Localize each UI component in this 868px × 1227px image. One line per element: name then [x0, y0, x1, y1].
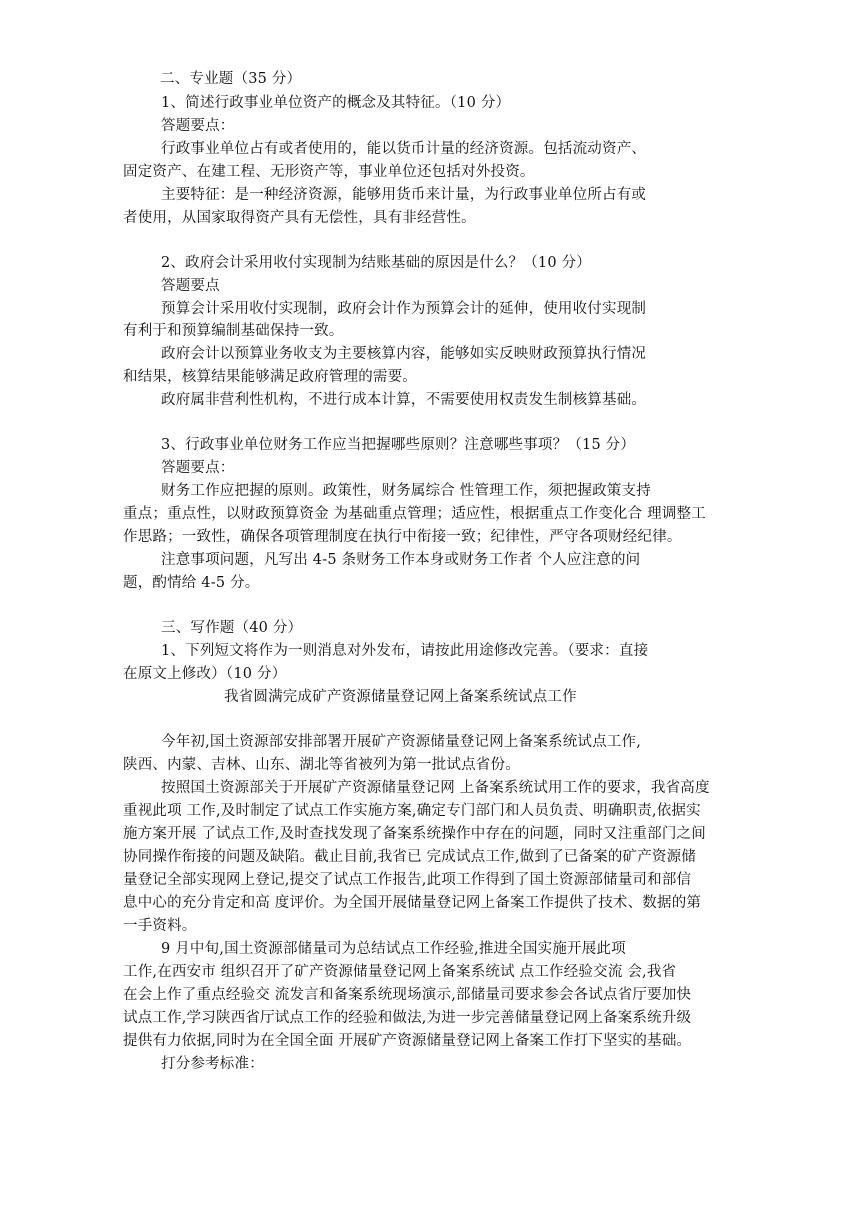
q2-para2-line1: 政府会计以预算业务收支为主要核算内容，能够如实反映财政预算执行情况	[161, 346, 647, 362]
q3-para1-line3: 作思路；一致性，确保各项管理制度在执行中衔接一致；纪律性，严守各项财经纪律。	[123, 529, 682, 545]
section3-title: 三、写作题（40 分）	[161, 620, 303, 636]
article-p2-line1: 按照国土资源部关于开展矿产资源储量登记网 上备案系统试用工作的要求，我省高度	[161, 780, 710, 796]
article-p2-line7: 一手资料。	[123, 918, 197, 934]
article-p1-line1: 今年初,国土资源部安排部署开展矿产资源储量登记网上备案系统试点工作,	[161, 734, 642, 750]
q2-question: 2、政府会计采用收付实现制为结账基础的原因是什么？（10 分）	[161, 255, 591, 271]
q2-para1-line2: 有利于和预算编制基础保持一致。	[123, 323, 344, 339]
q3-points-label: 答题要点：	[161, 460, 235, 476]
q1-para1-line2: 固定资产、在建工程、无形资产等，事业单位还包括对外投资。	[123, 164, 535, 180]
article-title: 我省圆满完成矿产资源储量登记网上备案系统试点工作	[224, 689, 577, 705]
q3-para2-line2: 题，酌情给 4-5 分。	[123, 575, 260, 591]
article-p2-line4: 协同操作衔接的问题及缺陷。截止目前,我省已 完成试点工作,做到了已备案的矿产资源储	[123, 849, 697, 865]
section2-title: 二、专业题（35 分）	[160, 71, 302, 87]
q3-para1-line2: 重点；重点性，以财政预算资金 为基础重点管理；适应性，根据重点工作变化合 理调整工	[123, 506, 706, 522]
article-p3-line1: 9 月中旬,国土资源部储量司为总结试点工作经验,推进全国实施开展此项	[161, 941, 626, 957]
q3-question: 3、行政事业单位财务工作应当把握哪些原则？注意哪些事项？（15 分）	[161, 437, 636, 453]
q1-question: 1、简述行政事业单位资产的概念及其特征。（10 分）	[161, 95, 511, 111]
article-p2-line3: 施方案开展 了试点工作,及时查找发现了备案系统操作中存在的问题，同时又注重部门之间	[123, 826, 706, 842]
q2-para2-line2: 和结果，核算结果能够满足政府管理的需要。	[123, 369, 417, 385]
article-p3-line2: 工作,在西安市 组织召开了矿产资源储量登记网上备案系统试 点工作经验交流 会,我省	[123, 964, 677, 980]
article-p2-line5: 量登记全部实现网上登记,提交了试点工作报告,此项工作得到了国土资源部储量司和部信	[123, 872, 692, 888]
q1-para1-line1: 行政事业单位占有或者使用的，能以货币计量的经济资源。包括流动资产、	[161, 141, 647, 157]
q2-para3-line1: 政府属非营利性机构，不进行成本计算，不需要使用权责发生制核算基础。	[161, 392, 647, 408]
s3q1-question-line1: 1、下列短文将作为一则消息对外发布，请按此用途修改完善。（要求：直接	[161, 643, 649, 659]
q1-para2-line1: 主要特征：是一种经济资源，能够用货币来计量，为行政事业单位所占有或	[161, 187, 647, 203]
scoring-label: 打分参考标准：	[161, 1056, 264, 1072]
article-p3-line3: 在会上作了重点经验交 流发言和备案系统现场演示,部储量司要求参会各试点省厅要加快	[123, 987, 692, 1003]
article-p2-line6: 息中心的充分肯定和高 度评价。为全国开展储量登记网上备案工作提供了技术、数据的第	[123, 895, 702, 911]
q3-para2-line1: 注意事项问题，凡写出 4-5 条财务工作本身或财务工作者 个人应注意的问	[161, 552, 641, 568]
article-p3-line4: 试点工作,学习陕西省厅试点工作的经验和做法,为进一步完善储量登记网上备案系统升级	[123, 1010, 692, 1026]
article-p3-line5: 提供有力依据,同时为在全国全面 开展矿产资源储量登记网上备案工作打下坚实的基础。	[123, 1033, 692, 1049]
article-p2-line2: 重视此项 工作,及时制定了试点工作实施方案,确定专门部门和人员负责、明确职责,依据实	[123, 803, 701, 819]
q2-para1-line1: 预算会计采用收付实现制，政府会计作为预算会计的延伸，使用收付实现制	[161, 301, 647, 317]
s3q1-question-line2: 在原文上修改）（10 分）	[123, 666, 287, 682]
q1-para2-line2: 者使用，从国家取得资产具有无偿性，具有非经营性。	[123, 210, 476, 226]
q2-points-label: 答题要点	[161, 278, 220, 294]
q1-points-label: 答题要点：	[161, 118, 235, 134]
article-p1-line2: 陕西、内蒙、吉林、山东、湖北等省被列为第一批试点省份。	[123, 757, 520, 773]
q3-para1-line1: 财务工作应把握的原则。政策性，财务属综合 性管理工作，须把握政策支持	[161, 483, 651, 499]
